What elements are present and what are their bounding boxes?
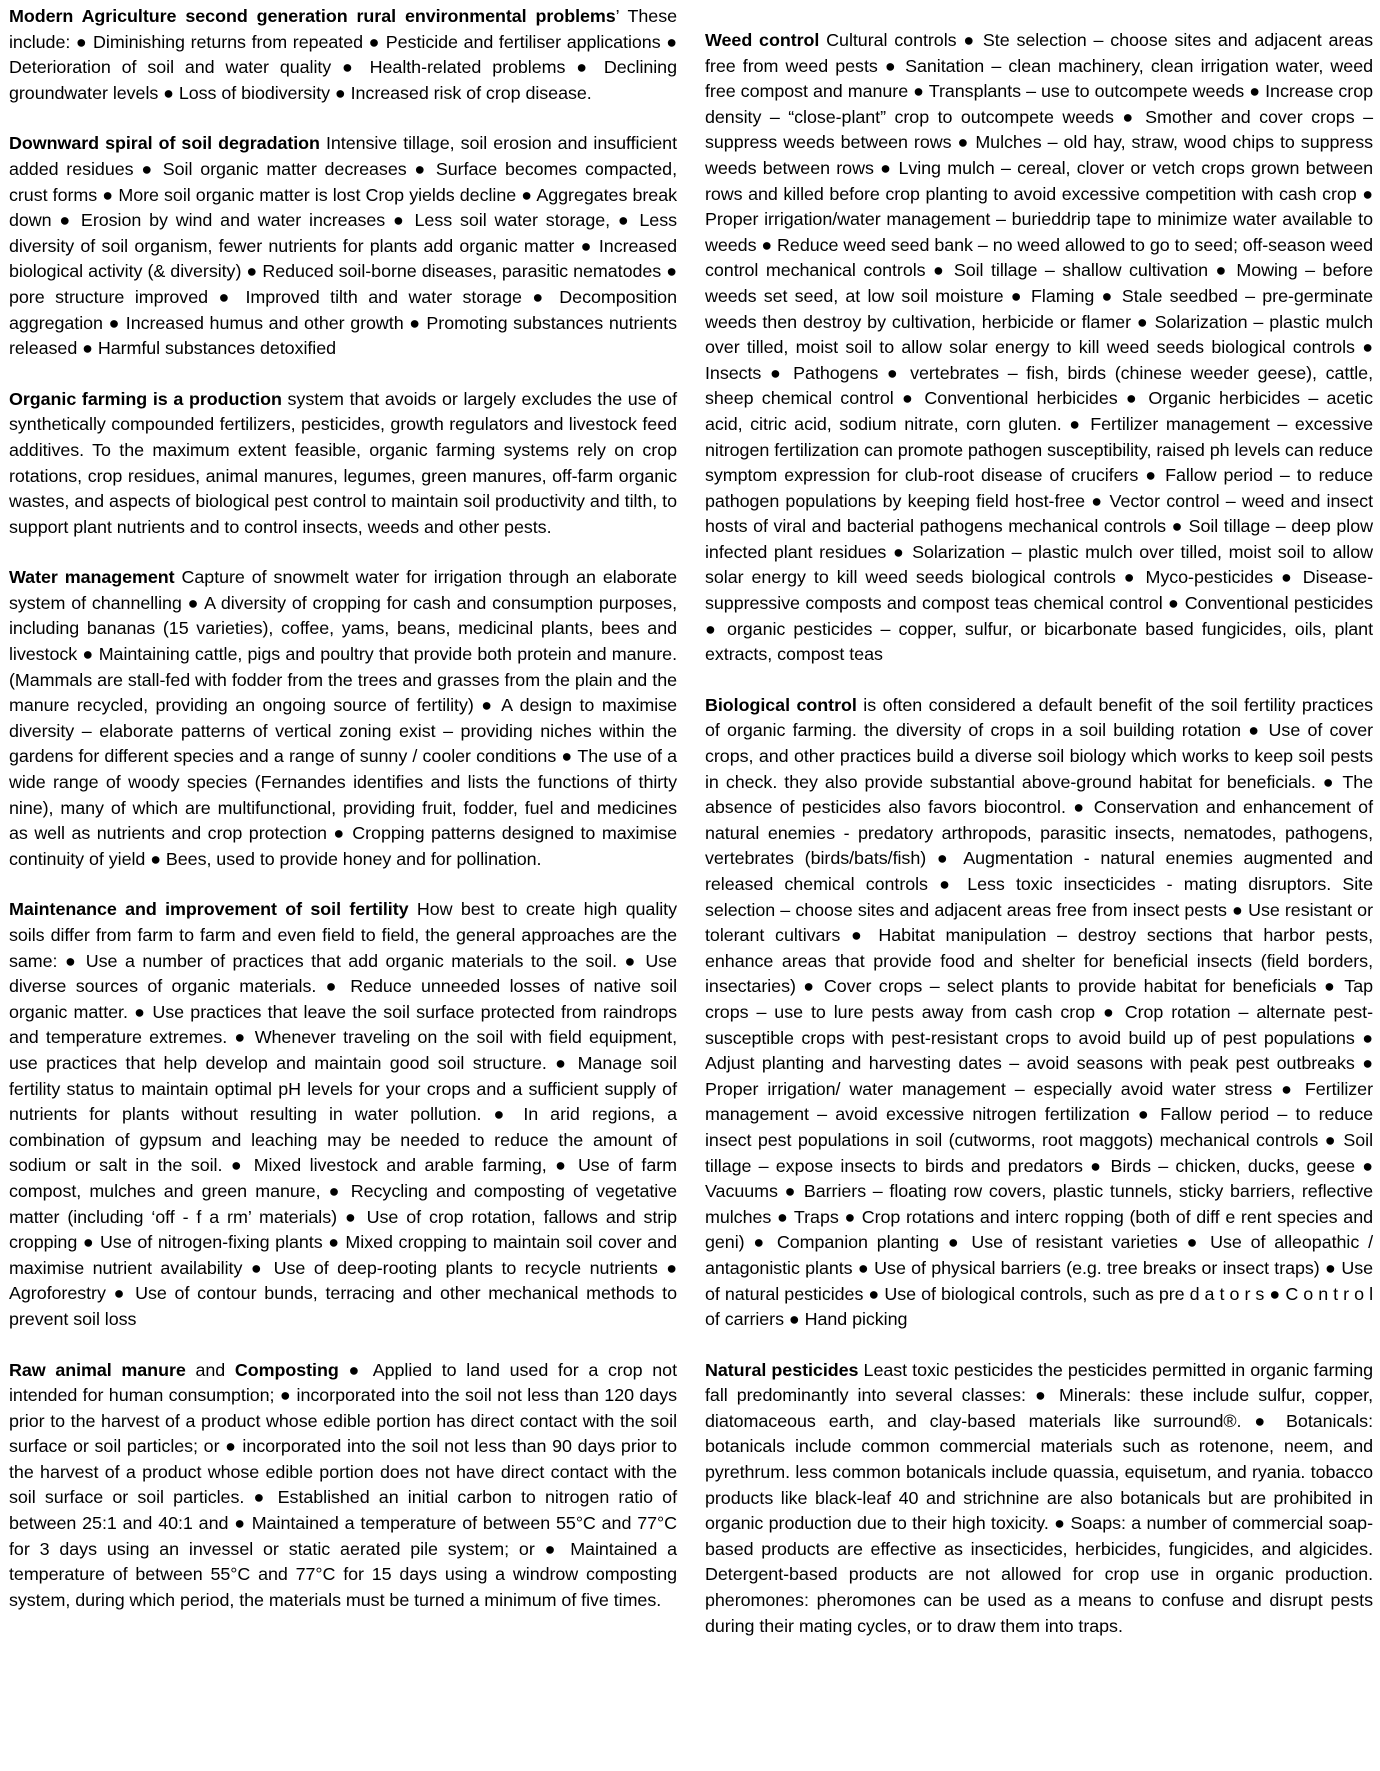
section-body: Cultural controls ● Ste selection – choose sites and adjacent areas free from weed pests ● Sanitation – clean machinery, clean irrigation water, weed free compost and manure ● Transplants – use to outcompete weeds ● Increase crop density – “close-plant” crop to outcompete weeds ● Smother and cover crops – suppress weeds between rows ● Mulches – old hay, straw, wood chips to suppress weeds between rows ● Lving mulch – cereal, clover or vetch crops grown between rows and killed before crop planting to avoid excessive competition with cash crop ● Proper irrigation/water management – burieddrip tape to minimize water available to weeds ● Reduce weed seed bank – no weed allowed to go to seed; off-season weed control mechanical controls ● Soil tillage – shallow cultivation ● Mowing – before weeds set seed, at low soil moisture ● Flaming ● Stale seedbed – pre-germinate weeds then destroy by cultivation, herbicide or flamer ● Solarization – plastic mulch over tilled, moist soil to allow solar energy to kill weed seeds biological controls ● Insects ● Pathogens ● vertebrates – fish, birds (chinese weeder geese), cattle, sheep chemical control ● Conventional herbicides ● Organic herbicides – acetic acid, citric acid, sodium nitrate, corn gluten. ● Fertilizer management – excessive nitrogen fertilization can promote pathogen susceptibility, raised ph levels can reduce symptom expression for club-root disease of crucifers ● Fallow period – to reduce pathogen populations by keeping field host-free ● Vector control – weed and insect hosts of viral and bacterial pathogens mechanical controls ● Soil tillage – deep plow infected plant residues ● Solarization – plastic mulch over tilled, moist soil to allow solar energy to kill weed seeds biological controls ● Myco-pesticides ● Disease-suppressive composts and compost teas chemical control ● Conventional pesticides ● organic pesticides – copper, sulfur, or bicarbonate based fungicides, oils, plant extracts, compost teas xyxy=(705,30,1373,665)
section-heading: Weed control xyxy=(705,30,820,50)
section-body: is often considered a default benefit of the soil fertility practices of organic farming. the diversity of crops in a soil building rotation ● Use of cover crops, and other practices build a diverse soil biology which works to keep soil pests in check. they also provide substantial above-ground habitat for beneficials. ● The absence of pesticides also favors biocontrol. ● Conservation and enhancement of natural enemies - predatory arthropods, parasitic insects, nematodes, pathogens, vertebrates (birds/bats/fish) ● Augmentation - natural enemies augmented and released chemical controls ● Less toxic insecticides - mating disruptors. Site selection – choose sites and adjacent areas free from insect pests ● Use resistant or tolerant cultivars ● Habitat manipulation – destroy sections that harbor pests, enhance areas that provide food and shelter for beneficial insects (field borders, insectaries) ● Cover crops – select plants to provide habitat for beneficials ● Tap crops – use to lure pests away from cash crop ● Crop rotation – alternate pest-susceptible crops with pest-resistant crops to avoid build up of pest populations ● Adjust planting and harvesting dates – avoid seasons with peak pest outbreaks ● Proper irrigation/ water management – especially avoid water stress ● Fertilizer management – avoid excessive nitrogen fertilization ● Fallow period – to reduce insect pest populations in soil (cutworms, root maggots) mechanical controls ● Soil tillage – expose insects to birds and predators ● Birds – chicken, ducks, geese ● Vacuums ● Barriers – floating row covers, plastic tunnels, sticky barriers, reflective mulches ● Traps ● Crop rotations and interc ropping (both of diff e rent species and geni) ● Companion planting ● Use of resistant varieties ● Use of alleopathic / antagonistic plants ● Use of physical barriers (e.g. tree breaks or insect traps) ● Use of natural pesticides ● Use of biological controls, such as pre d a t o r s ● C o n t r o l of carriers ● Hand picking xyxy=(705,694,1373,1330)
section-body: ● Applied to land used for a crop not intended for human consumption; ● incorporated into the soil not less than 120 days prior to the harvest of a product whose edible portion has direct contact with the soil surface or soil particles; or ● incorporated into the soil not less than 90 days prior to the harvest of a product whose edible portion does not have direct contact with the soil surface or soil particles. ● Established an initial carbon to nitrogen ratio of between 25:1 and 40:1 and ● Maintained a temperature of between 55°C and 77°C for 3 days using an invessel or static aerated pile system; or ● Maintained a temperature of between 55°C and 77°C for 15 days using a windrow composting system, during which period, the materials must be turned a minimum of five times. xyxy=(9,1359,677,1610)
section-body: ’ These include: ● Diminishing returns from repeated ● Pesticide and fertiliser applications ● Deterioration of soil and water quality ● Health-related problems ● Declining groundwater levels ● Loss of biodiversity ● Increased risk of crop disease. xyxy=(9,6,677,103)
section-water-management xyxy=(9,565,677,872)
section-paragraph xyxy=(9,387,677,541)
section-weed-control xyxy=(705,28,1373,668)
section-soil-degradation xyxy=(9,131,677,361)
section-heading: Raw animal manure xyxy=(9,1359,186,1380)
section-body: How best to create high quality soils differ from farm to farm and even field to field, the general approaches are the same: ● Use a number of practices that add organic materials to the soil. ● Use diverse sources of organic materials. ● Reduce unneeded losses of native soil organic matter. ● Use practices that leave the soil surface protected from raindrops and temperature extremes. ● Whenever traveling on the soil with field equipment, use practices that help develop and maintain good soil structure. ● Manage soil fertility status to maintain optimal pH levels for your crops and a sufficient supply of nutrients for plants without resulting in water pollution. ● In arid regions, a combination of gypsum and leaching may be needed to reduce the amount of sodium or salt in the soil. ● Mixed livestock and arable farming, ● Use of farm compost, mulches and green manure, ● Recycling and composting of vegetative matter (including ‘off - f a rm’ materials) ● Use of crop rotation, fallows and strip cropping ● Use of nitrogen-fixing plants ● Mixed cropping to maintain soil cover and maximise nutrient availability ● Use of deep-rooting plants to recycle nutrients ● Agroforestry ● Use of contour bunds, terracing and other mechanical methods to prevent soil loss xyxy=(9,899,677,1329)
section-paragraph xyxy=(705,28,1373,668)
section-paragraph xyxy=(9,897,677,1332)
section-heading: Natural pesticides xyxy=(705,1359,859,1380)
section-rural-problems xyxy=(9,4,677,106)
section-body: system that avoids or largely excludes the use of synthetically compounded fertilizers, pesticides, growth regulators and livestock feed additives. To the maximum extent feasible, organic farming systems rely on crop rotations, crop residues, animal manures, legumes, green manures, off-farm organic wastes, and aspects of biological pest control to maintain soil productivity and tilth, to support plant nutrients and to control insects, weeds and other pests. xyxy=(9,388,677,537)
section-heading-secondary: Composting xyxy=(234,1359,339,1380)
section-body: Capture of snowmelt water for irrigation through an elaborate system of channelling ● A diversity of cropping for cash and consumption purposes, including bananas (15 varieties), coffee, yams, beans, medicinal plants, bees and livestock ● Maintaining cattle, pigs and poultry that provide both protein and manure. (Mammals are stall-fed with fodder from the trees and grasses from the plain and the manure recycled, providing an ongoing source of fertility) ● A design to maximise diversity – elaborate patterns of vertical zoning exist – providing niches within the gardens for different species and a range of sunny / cooler conditions ● The use of a wide range of woody species (Fernandes identifies and lists the functions of thirty nine), many of which are multifunctional, providing fruit, fodder, fuel and medicines as well as nutrients and crop protection ● Cropping patterns designed to maximise continuity of yield ● Bees, used to provide honey and for pollination. xyxy=(9,567,677,869)
left-column xyxy=(9,4,677,1638)
section-manure-composting xyxy=(9,1358,677,1614)
section-natural-pesticides xyxy=(705,1358,1373,1640)
section-paragraph xyxy=(705,1358,1373,1640)
right-column xyxy=(705,28,1373,1664)
section-paragraph xyxy=(9,565,677,872)
section-body: Least toxic pesticides the pesticides permitted in organic farming fall predominantly into several classes: ● Minerals: these include sulfur, copper, diatomaceous earth, and clay-based materials like surround®. ● Botanicals: botanicals include common commercial materials such as rotenone, neem, and pyrethrum. less common botanicals include quassia, equisetum, and ryania. tobacco products like black-leaf 40 and strichnine are also botanicals but are prohibited in organic production due to their high toxicity. ● Soaps: a number of commercial soap-based products are effective as insecticides, herbicides, fungicides, and algicides. Detergent-based products are not allowed for crop use in organic production. pheromones: pheromones can be used as a means to confuse and disrupt pests during their mating cycles, or to draw them into traps. xyxy=(705,1359,1373,1636)
section-heading: Maintenance and improvement of soil fertility xyxy=(9,899,409,920)
section-body: Intensive tillage, soil erosion and insufficient added residues ● Soil organic matter decreases ● Surface becomes compacted, crust forms ● More soil organic matter is lost Crop yields decline ● Aggregates break down ● Erosion by wind and water increases ● Less soil water storage, ● Less diversity of soil organism, fewer nutrients for plants add organic matter ● Increased biological activity (& diversity) ● Reduced soil-borne diseases, parasitic nematodes ● pore structure improved ● Improved tilth and water storage ● Decomposition aggregation ● Increased humus and other growth ● Promoting substances nutrients released ● Harmful substances detoxified xyxy=(9,133,677,359)
section-soil-fertility xyxy=(9,897,677,1332)
section-heading: Biological control xyxy=(705,694,857,715)
section-heading: Water management xyxy=(9,567,175,588)
section-heading: Modern Agriculture second generation rural environmental problems xyxy=(9,6,616,26)
section-heading: Organic farming is a production xyxy=(9,388,282,409)
section-organic-farming xyxy=(9,387,677,541)
section-heading: Downward spiral of soil degradation xyxy=(9,133,320,154)
section-biological-control xyxy=(705,693,1373,1333)
section-paragraph xyxy=(9,131,677,361)
section-paragraph xyxy=(9,1358,677,1614)
section-paragraph xyxy=(9,4,677,106)
section-paragraph xyxy=(705,693,1373,1333)
section-heading-joiner: and xyxy=(185,1359,235,1380)
